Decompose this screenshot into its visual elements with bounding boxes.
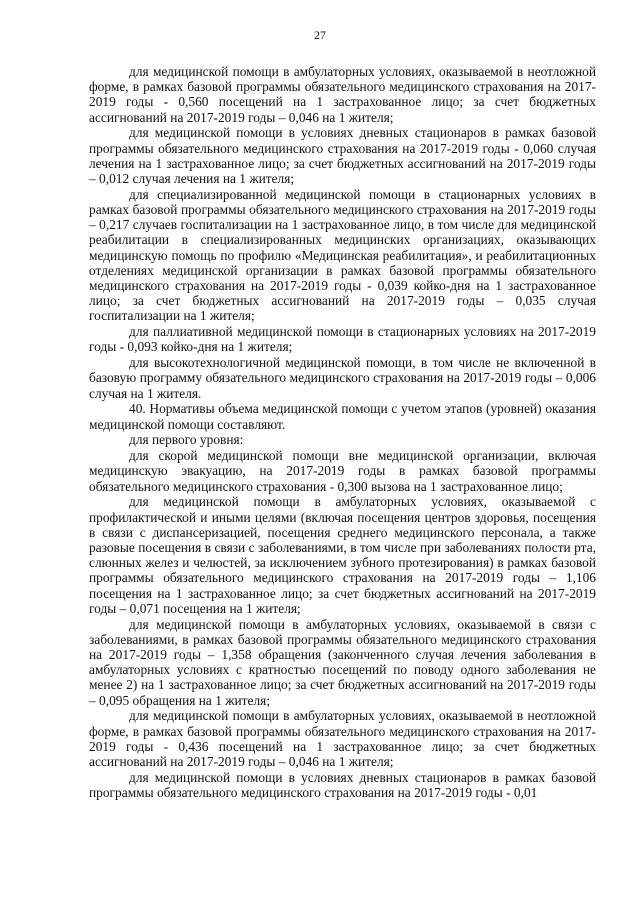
paragraph: для паллиативной медицинской помощи в стационарных условиях на 2017-2019 годы - 0,093 койко-дня на 1 жителя; (89, 324, 596, 355)
paragraph: для медицинской помощи в условиях дневных стационаров в рамках базовой программы обязательного медицинского страхования на 2017-2019 годы - 0,01 (89, 769, 596, 801)
document-body (89, 64, 596, 801)
paragraph: для специализированной медицинской помощи в стационарных условиях в рамках базовой программы обязательного медицинского страхования на 2017-2019 годы – 0,217 случаев госпитализации на 1 застрахованное лицо, в том числе для медицинской реабилитации в специализированных медицинских организациях, оказывающих медицинскую помощь по профилю «Медицинская реабилитация», и реабилитационных отделениях медицинской организации в рамках базовой программы обязательного медицинского страхования на 2017-2019 годы - 0,039 койко-дня на 1 застрахованное лицо; за счет бюджетных ассигнований на 2017-2019 годы – 0,035 случая госпитализации на 1 жителя; (89, 186, 596, 324)
paragraph: для медицинской помощи в амбулаторных условиях, оказываемой в связи с заболеваниями, в рамках базовой программы обязательного медицинского страхования на 2017-2019 годы – 1,358 обращения (законченного случая лечения заболевания в амбулаторных условиях с кратностью посещений по поводу одного заболевания не менее 2) на 1 застрахованное лицо; за счет бюджетных ассигнований на 2017-2019 годы – 0,095 обращения на 1 жителя; (89, 616, 596, 708)
paragraph: для медицинской помощи в условиях дневных стационаров в рамках базовой программы обязательного медицинского страхования на 2017-2019 годы - 0,060 случая лечения на 1 застрахованное лицо; за счет бюджетных ассигнований на 2017-2019 годы – 0,012 случая лечения на 1 жителя; (89, 125, 596, 187)
paragraph: для медицинской помощи в амбулаторных условиях, оказываемой в неотложной форме, в рамках базовой программы обязательного медицинского страхования на 2017-2019 годы - 0,560 посещений на 1 застрахованное лицо; за счет бюджетных ассигнований на 2017-2019 годы – 0,046 на 1 жителя; (89, 64, 596, 125)
page-number: 27 (314, 28, 326, 42)
paragraph: для скорой медицинской помощи вне медицинской организации, включая медицинскую эвакуацию, на 2017-2019 годы в рамках базовой программы обязательного медицинского страхования - 0,300 вызова на 1 застрахованное лицо; (89, 448, 596, 494)
paragraph: для медицинской помощи в амбулаторных условиях, оказываемой в неотложной форме, в рамках базовой программы обязательного медицинского страхования на 2017-2019 годы - 0,436 посещений на 1 застрахованное лицо; за счет бюджетных ассигнований на 2017-2019 годы – 0,046 на 1 жителя; (89, 708, 596, 770)
paragraph: 40. Нормативы объема медицинской помощи с учетом этапов (уровней) оказания медицинской помощи составляют. (89, 401, 596, 432)
paragraph: для первого уровня: (129, 432, 244, 448)
paragraph: для высокотехнологичной медицинской помощи, в том числе не включенной в базовую программу обязательного медицинского страхования на 2017-2019 годы – 0,006 случая на 1 жителя. (89, 355, 596, 401)
paragraph: для медицинской помощи в амбулаторных условиях, оказываемой с профилактической и иными целями (включая посещения центров здоровья, посещения в связи с диспансеризацией, посещения среднего медицинского персонала, а также разовые посещения в связи с заболеваниями, в том числе при заболеваниях полости рта, слюнных желез и челюстей, за исключением зубного протезирования) в рамках базовой программы обязательного медицинского страхования на 2017-2019 годы – 1,106 посещения на 1 застрахованное лицо; за счет бюджетных ассигнований на 2017-2019 годы – 0,071 посещения на 1 жителя; (89, 494, 596, 616)
